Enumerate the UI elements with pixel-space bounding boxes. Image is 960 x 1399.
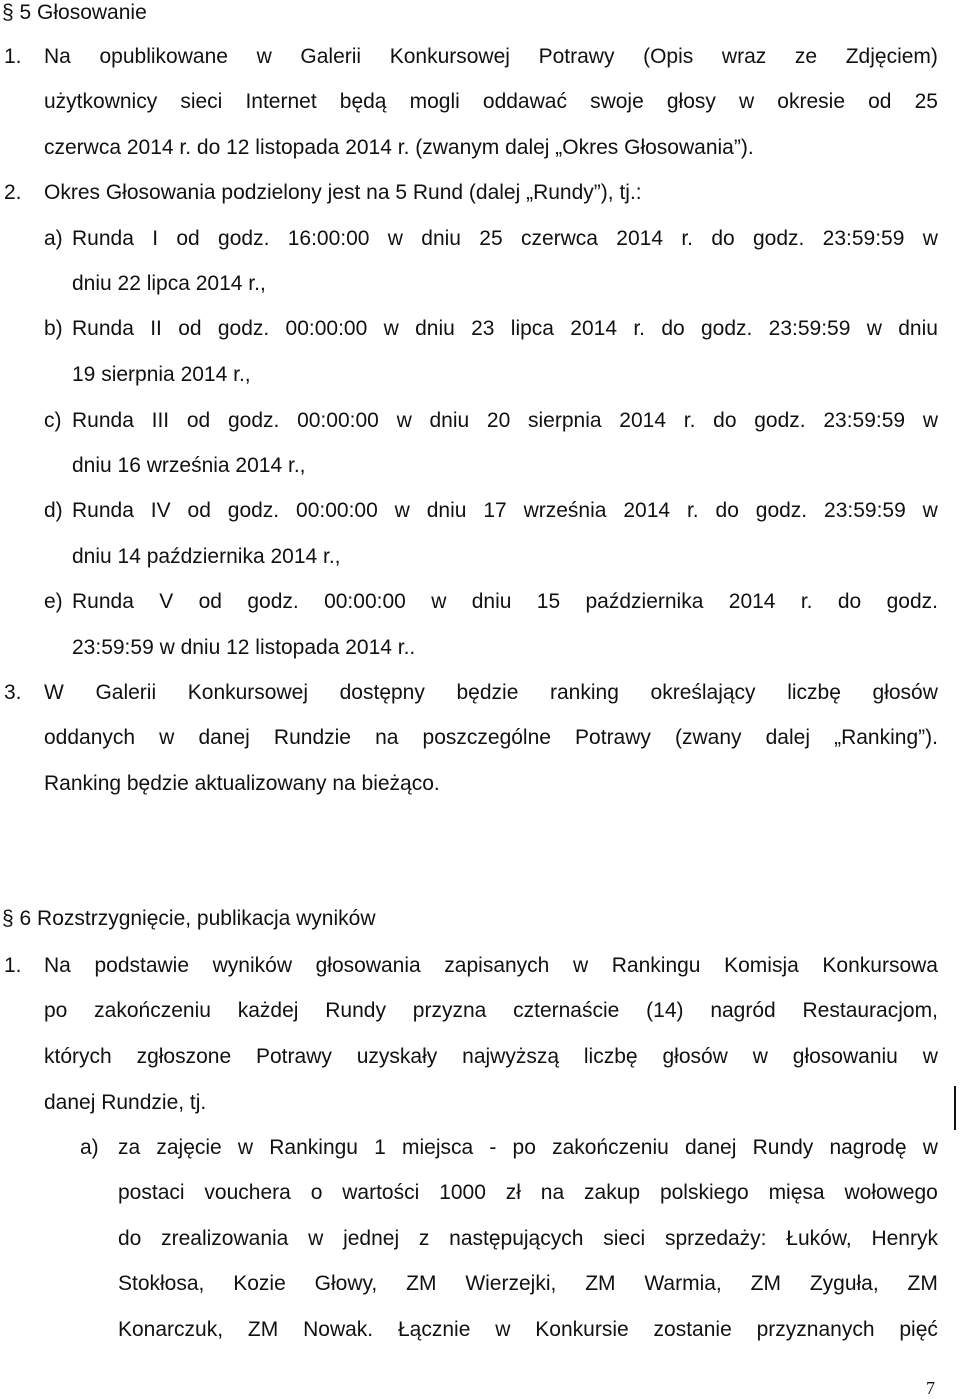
word: 25 <box>914 90 938 113</box>
word: uzyskały <box>356 1045 438 1068</box>
word: dniu <box>429 409 470 432</box>
word: godz. <box>752 227 805 250</box>
word: (Opis <box>643 45 694 68</box>
word: mogli <box>409 90 460 113</box>
word: oddawać <box>482 90 567 113</box>
s5-p2-line1: Okres Głosowania podzielony jest na 5 Rund (dalej „Rundy”), tj.: <box>44 181 642 204</box>
word: Galerii <box>300 45 362 68</box>
word: Na <box>44 45 71 68</box>
word: będą <box>339 90 387 113</box>
word: r. <box>686 499 699 522</box>
word: liczbę <box>583 1045 638 1068</box>
word: zrealizowania <box>161 1227 289 1250</box>
word: 23:59:59 <box>768 317 851 340</box>
word: których <box>44 1045 112 1068</box>
word: I <box>152 227 159 250</box>
word: w <box>922 499 938 522</box>
item-number: 1. <box>4 954 22 977</box>
word: Rankingu <box>269 1136 358 1159</box>
word: w <box>383 317 399 340</box>
word: dniu <box>426 499 467 522</box>
award-a-line2 <box>118 1182 938 1203</box>
word: 25 <box>479 227 503 250</box>
word: zapisanych <box>444 954 550 977</box>
word: w <box>922 227 938 250</box>
word: ZM <box>750 1272 781 1295</box>
word: za <box>118 1136 141 1159</box>
word: polskiego <box>659 1181 749 1204</box>
word: września <box>523 499 607 522</box>
award-a-line4 <box>118 1273 938 1294</box>
s5-p1-line3: czerwca 2014 r. do 12 listopada 2014 r. (zwanym dalej „Okres Głosowania”). <box>44 136 754 159</box>
word: r. <box>800 590 813 613</box>
word: III <box>151 409 170 432</box>
word: 23:59:59 <box>822 227 905 250</box>
s6-p1-line3 <box>44 1046 938 1067</box>
word: dniu <box>898 317 938 340</box>
word: 2014 <box>619 409 666 432</box>
word: dniu <box>471 590 512 613</box>
word: w <box>394 499 410 522</box>
word: r. <box>683 409 696 432</box>
word: 17 <box>483 499 507 522</box>
word: mięsa <box>768 1181 825 1204</box>
word: w <box>739 90 755 113</box>
word: godz. <box>886 590 938 613</box>
word: głosowania <box>315 954 421 977</box>
word: r. <box>681 227 693 250</box>
word: do <box>837 590 862 613</box>
word: II <box>150 317 162 340</box>
word: Łuków, <box>786 1227 852 1250</box>
word: Potrawy <box>575 726 651 749</box>
word: W <box>44 681 64 704</box>
word: sieci <box>603 1227 646 1250</box>
word: w <box>308 1227 324 1250</box>
word: 15 <box>536 590 561 613</box>
word: 00:00:00 <box>324 590 406 613</box>
word: okresie <box>777 90 845 113</box>
word: zajęcie <box>156 1136 222 1159</box>
word: opublikowane <box>99 45 228 68</box>
list-letter: d) <box>44 499 63 522</box>
word: 16:00:00 <box>287 227 370 250</box>
section-5-heading: § 5 Głosowanie <box>2 1 147 24</box>
page-number: 7 <box>926 1378 935 1398</box>
word: od <box>176 227 200 250</box>
list-letter: a) <box>44 227 63 250</box>
word: zakończeniu <box>552 1136 669 1159</box>
word: lipca <box>510 317 554 340</box>
word: o <box>310 1181 323 1204</box>
word: października <box>585 590 704 613</box>
word: będzie <box>456 681 519 704</box>
word: głosów <box>662 1045 728 1068</box>
word: nagród <box>710 999 776 1022</box>
word: Runda <box>72 227 134 250</box>
word: w <box>237 1136 254 1159</box>
word: w <box>922 1045 938 1068</box>
word: postaci <box>118 1181 185 1204</box>
word: wartości <box>342 1181 420 1204</box>
word: - <box>489 1136 497 1159</box>
word: Runda <box>72 590 134 613</box>
word: na <box>540 1181 565 1204</box>
word: liczbę <box>787 681 841 704</box>
word: następujących <box>449 1227 584 1250</box>
round-c-line1 <box>72 410 938 431</box>
word: godz. <box>218 227 270 250</box>
word: Galerii <box>95 681 157 704</box>
word: w <box>572 954 589 977</box>
word: Restauracjom, <box>802 999 938 1022</box>
word: 2014 <box>623 499 671 522</box>
word: w <box>495 1318 511 1341</box>
word: danej <box>685 1136 737 1159</box>
word: miejsca <box>402 1136 474 1159</box>
word: 00:00:00 <box>297 409 379 432</box>
word: głosowaniu <box>792 1045 898 1068</box>
word: ZM <box>585 1272 616 1295</box>
item-number: 3. <box>4 681 22 704</box>
word: Konkursowej <box>389 45 510 68</box>
word: oddanych <box>44 726 136 749</box>
word: (14) <box>646 999 684 1022</box>
word: wołowego <box>844 1181 938 1204</box>
word: Wierzejki, <box>465 1272 557 1295</box>
word: Warmia, <box>644 1272 722 1295</box>
word: 23:59:59 <box>823 409 906 432</box>
round-b-line2: 19 sierpnia 2014 r., <box>72 363 251 386</box>
word: Rundzie <box>273 726 351 749</box>
word: wraz <box>721 45 767 68</box>
s6-p1-line2 <box>44 1000 938 1021</box>
word: Rundy <box>752 1136 814 1159</box>
word: danej <box>198 726 250 749</box>
word: podstawie <box>94 954 190 977</box>
word: 00:00:00 <box>285 317 368 340</box>
word: Potrawy <box>256 1045 332 1068</box>
word: nagrodę <box>829 1136 907 1159</box>
word: Runda <box>72 409 134 432</box>
word: (zwany <box>675 726 742 749</box>
item-number: 2. <box>4 181 22 204</box>
word: sierpnia <box>528 409 602 432</box>
word: 2014 <box>570 317 618 340</box>
award-a-line5 <box>118 1319 938 1340</box>
word: 23:59:59 <box>824 499 906 522</box>
round-e-line2: 23:59:59 w dniu 12 listopada 2014 r.. <box>72 636 416 659</box>
word: ZM <box>247 1318 279 1341</box>
s6-p1-line4: danej Rundzie, tj. <box>44 1091 207 1114</box>
word: zł <box>505 1181 521 1204</box>
s5-p3-line3: Ranking będzie aktualizowany na bieżąco. <box>44 772 440 795</box>
word: V <box>159 590 174 613</box>
word: godz. <box>700 317 753 340</box>
s5-p1-line1 <box>44 46 938 67</box>
word: godz. <box>754 409 806 432</box>
word: zgłoszone <box>136 1045 232 1068</box>
word: Na <box>44 954 71 977</box>
word: 1000 <box>439 1181 486 1204</box>
word: 2014 <box>616 227 664 250</box>
word: od <box>868 90 892 113</box>
word: w <box>922 1136 938 1159</box>
round-d-line2: dniu 14 października 2014 r., <box>72 545 341 568</box>
word: Nowak. <box>303 1318 374 1341</box>
round-c-line2: dniu 16 września 2014 r., <box>72 454 306 477</box>
change-bar <box>954 1086 956 1130</box>
word: sieci <box>180 90 223 113</box>
word: w <box>396 409 412 432</box>
word: wyników <box>212 954 292 977</box>
word: najwyższą <box>462 1045 560 1068</box>
word: dostępny <box>339 681 425 704</box>
word: do <box>715 499 739 522</box>
s6-p1-line1 <box>44 955 938 976</box>
section-6-heading: § 6 Rozstrzygnięcie, publikacja wyników <box>2 907 376 930</box>
list-letter: c) <box>44 409 62 432</box>
word: do <box>713 409 737 432</box>
word: jednej <box>343 1227 400 1250</box>
word: każdej <box>237 999 299 1022</box>
word: Stokłosa, <box>118 1272 205 1295</box>
list-letter: e) <box>44 590 63 613</box>
word: w <box>866 317 882 340</box>
s5-p3-line2 <box>44 727 938 748</box>
word: zostanie <box>653 1318 732 1341</box>
word: poszczególne <box>422 726 551 749</box>
word: do <box>711 227 735 250</box>
word: w <box>752 1045 768 1068</box>
word: swoje <box>590 90 644 113</box>
word: godz. <box>217 317 270 340</box>
word: Konkursowej <box>187 681 308 704</box>
round-a-line2: dniu 22 lipca 2014 r., <box>72 272 266 295</box>
word: w <box>431 590 447 613</box>
word: Rundy <box>325 999 386 1022</box>
word: w <box>159 726 175 749</box>
award-a-line3 <box>118 1228 938 1249</box>
word: Runda <box>72 499 134 522</box>
word: w <box>387 227 403 250</box>
word: Rankingu <box>611 954 701 977</box>
word: 20 <box>486 409 511 432</box>
word: od <box>186 409 211 432</box>
word: czerwca <box>520 227 598 250</box>
word: na <box>375 726 399 749</box>
s5-p3-line1 <box>44 682 938 703</box>
word: sprzedaży: <box>664 1227 767 1250</box>
word: głosy <box>666 90 716 113</box>
word: zakończeniu <box>94 999 211 1022</box>
word: Runda <box>72 317 134 340</box>
word: po <box>44 999 68 1022</box>
word: z <box>418 1227 430 1250</box>
item-number: 1. <box>4 45 22 68</box>
round-d-line1 <box>72 500 938 521</box>
word: od <box>187 499 211 522</box>
word: Zyguła, <box>809 1272 879 1295</box>
word: Komisja <box>724 954 799 977</box>
word: 00:00:00 <box>296 499 378 522</box>
word: do <box>661 317 685 340</box>
word: r. <box>633 317 645 340</box>
word: Konkursie <box>535 1318 629 1341</box>
word: godz. <box>755 499 808 522</box>
word: ze <box>794 45 818 68</box>
round-e-line1 <box>72 591 938 612</box>
word: godz. <box>247 590 299 613</box>
word: ranking <box>550 681 619 704</box>
list-letter: a) <box>80 1136 99 1159</box>
word: Konarczuk, <box>118 1318 224 1341</box>
word: Internet <box>245 90 317 113</box>
word: 23 <box>471 317 495 340</box>
word: godz. <box>227 499 280 522</box>
word: przyznanych <box>756 1318 875 1341</box>
word: Henryk <box>871 1227 938 1250</box>
word: użytkownicy <box>44 90 158 113</box>
word: Łącznie <box>398 1318 471 1341</box>
word: IV <box>150 499 171 522</box>
word: od <box>178 317 202 340</box>
word: do <box>118 1227 142 1250</box>
round-b-line1 <box>72 318 938 339</box>
s5-p1-line2 <box>44 91 938 112</box>
word: po <box>512 1136 536 1159</box>
word: pięć <box>899 1318 938 1341</box>
award-a-line1 <box>118 1137 938 1158</box>
word: ZM <box>907 1272 938 1295</box>
word: głosów <box>872 681 938 704</box>
word: Potrawy <box>538 45 615 68</box>
word: zakup <box>584 1181 641 1204</box>
word: określający <box>650 681 756 704</box>
word: od <box>198 590 222 613</box>
word: czternaście <box>513 999 620 1022</box>
word: godz. <box>227 409 280 432</box>
word: dniu <box>415 317 455 340</box>
word: Kozie <box>233 1272 286 1295</box>
word: ZM <box>406 1272 437 1295</box>
word: w <box>922 409 938 432</box>
word: Konkursowa <box>822 954 938 977</box>
word: Głowy, <box>314 1272 378 1295</box>
round-a-line1 <box>72 228 938 249</box>
word: 1 <box>374 1136 386 1159</box>
word: vouchera <box>204 1181 291 1204</box>
word: w <box>256 45 272 68</box>
word: przyzna <box>412 999 487 1022</box>
word: 2014 <box>728 590 776 613</box>
word: „Ranking”). <box>834 726 938 749</box>
word: Zdjęciem) <box>845 45 938 68</box>
word: dalej <box>765 726 810 749</box>
list-letter: b) <box>44 317 63 340</box>
word: dniu <box>421 227 461 250</box>
